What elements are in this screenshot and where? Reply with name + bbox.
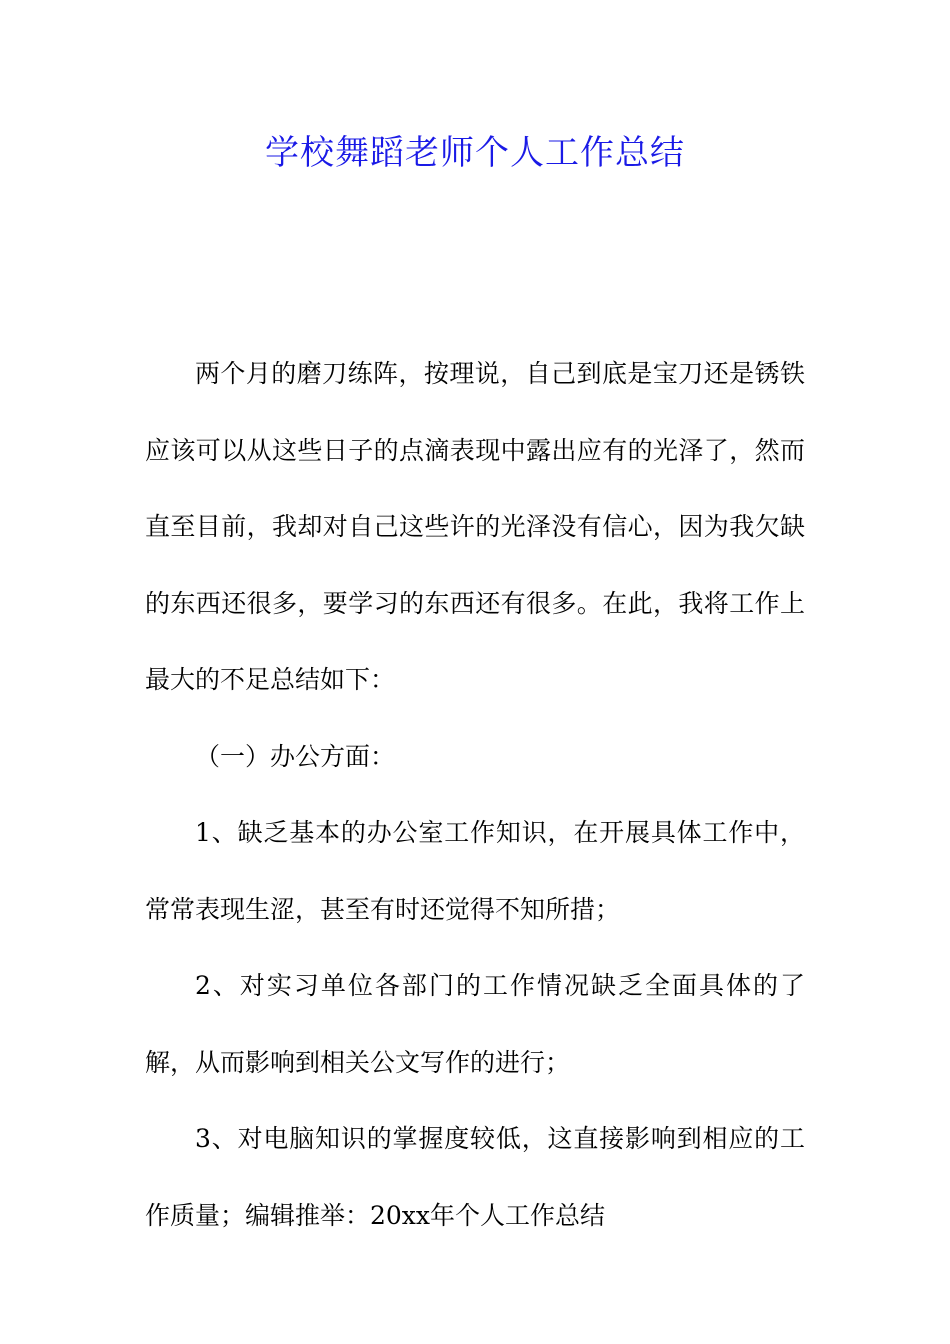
section-heading-office: （一）办公方面：: [195, 741, 396, 771]
list-item-3: 3、对电脑知识的掌握度较低，这直接影响到相应的工作质量；编辑推举：20xx年个人工作总结: [145, 1124, 805, 1230]
list-item-2: 2、对实习单位各部门的工作情况缺乏全面具体的了解，从而影响到相关公文写作的进行；: [145, 971, 805, 1077]
document-title: 学校舞蹈老师个人工作总结: [265, 133, 685, 173]
intro-paragraph: 两个月的磨刀练阵，按理说，自己到底是宝刀还是锈铁应该可以从这些日子的点滴表现中露出应有的光泽了，然而直至目前，我却对自己这些许的光泽没有信心，因为我欠缺的东西还很多，要学习的东西还有很多。在此，我将工作上最大的不足总结如下：: [145, 359, 805, 694]
document-body: [145, 336, 805, 1254]
list-item-1: 1、缺乏基本的办公室工作知识，在开展具体工作中，常常表现生涩，甚至有时还觉得不知所措；: [145, 818, 805, 924]
